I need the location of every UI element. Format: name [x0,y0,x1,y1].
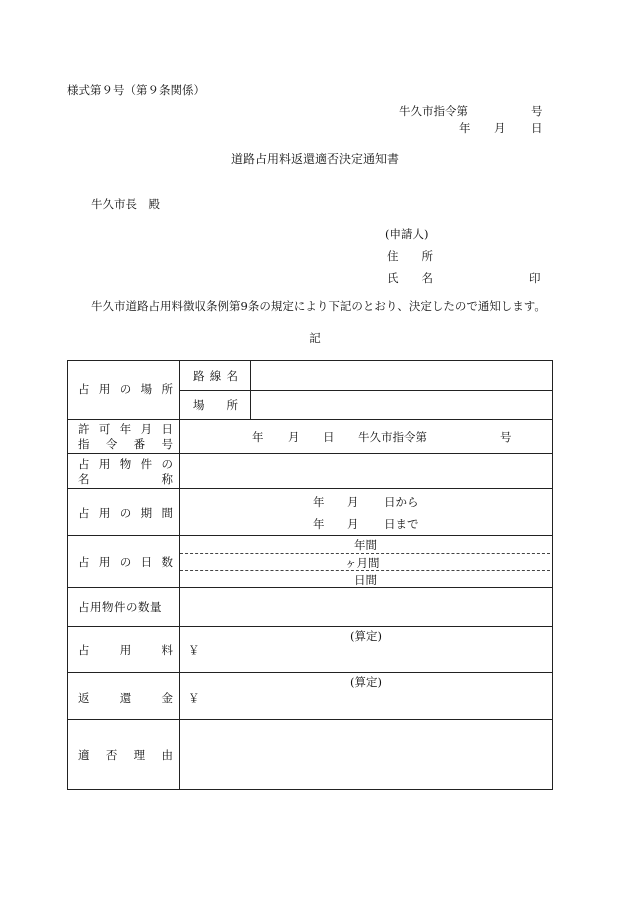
refund-yen: ￥ [188,691,200,705]
document-title: 道路占用料返還適否決定通知書 [230,152,399,166]
ki-heading: 記 [309,331,321,345]
permit-go: 号 [500,430,512,444]
seal-mark: 印 [529,271,541,285]
applicant-name-label: 氏 名 [387,271,433,285]
fee-yen: ￥ [188,643,200,657]
notice-body: 牛久市道路占用料徴収条例第9条の規定により下記のとおり、決定したので通知します。 [91,299,546,313]
quantity-field[interactable] [180,588,551,625]
addressee: 牛久市長 殿 [91,197,160,211]
period-from-year: 年 [313,495,325,509]
place-label: 占 用 の 場 所 [78,382,173,396]
permit-day: 日 [323,430,335,444]
location-label: 場 所 [193,398,238,412]
issue-date-day: 日 [531,121,543,135]
reason-label: 適 否 理 由 [78,748,173,762]
form-number: 様式第９号（第９条関係） [67,83,205,97]
permit-year: 年 [252,430,264,444]
route-name-label: 路 線 名 [193,369,238,383]
days-months: ヶ月間 [345,556,380,570]
days-days: 日間 [354,573,377,587]
period-from-label: 日から [384,495,419,509]
permit-date-label: 許 可 年 月 日 [78,422,173,436]
fee-label: 占 用 料 [78,643,173,657]
directive-number-suffix: 号 [531,104,543,118]
applicant-address-label: 住 所 [387,249,433,263]
permit-month: 月 [288,430,300,444]
issue-date-year: 年 [459,121,471,135]
reason-field[interactable] [180,720,551,789]
refund-label: 返 還 金 [78,691,173,705]
decision-table [67,360,553,790]
refund-calc-note: (算定) [350,675,382,689]
quantity-label: 占用物件の数量 [78,600,162,614]
period-to-label: 日まで [384,517,419,531]
location-field[interactable] [251,391,551,418]
issue-date-month: 月 [494,121,506,135]
days-label: 占 用 の 日 数 [78,555,173,569]
applicant-heading: (申請人) [385,227,429,241]
route-name-field[interactable] [251,362,551,389]
period-to-year: 年 [313,517,325,531]
directive-number-row-label: 指 令 番 号 [78,437,173,451]
permit-directive-label: 牛久市指令第 [358,430,427,444]
directive-number-label: 牛久市指令第 [399,104,468,118]
object-name-label-2: 名 称 [78,472,173,486]
days-years: 年間 [354,538,377,552]
period-from-month: 月 [347,495,359,509]
object-name-field[interactable] [180,454,551,487]
period-to-month: 月 [347,517,359,531]
object-name-label: 占 用 物 件 の [78,457,173,471]
period-label: 占 用 の 期 間 [78,506,173,520]
fee-calc-note: (算定) [350,629,382,643]
